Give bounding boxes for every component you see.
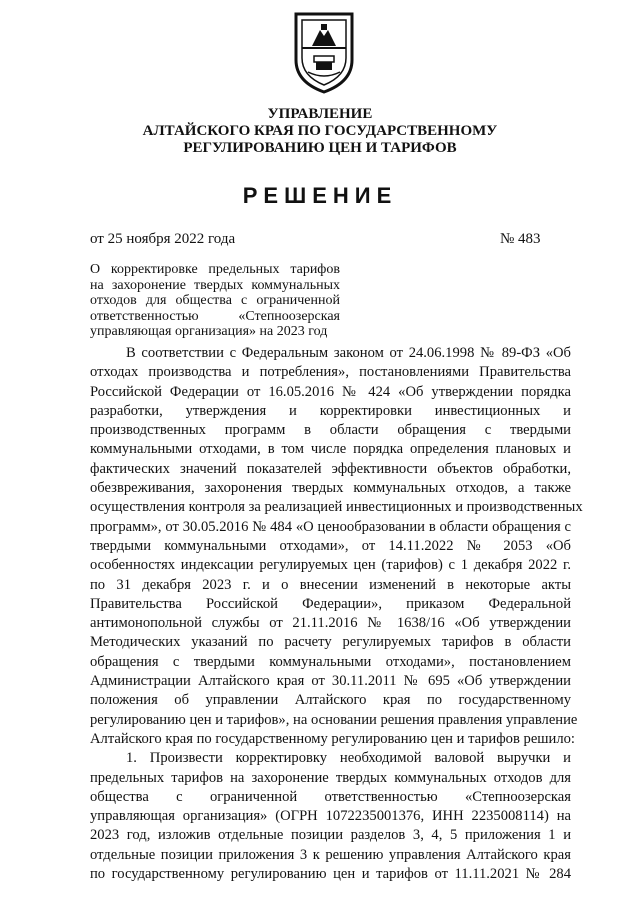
body-line: 1. Произвести корректировку необходимой валовой выручки и: [126, 750, 571, 767]
body-line: отдельные позиции приложения 3 к решению управления Алтайского края: [90, 846, 571, 863]
document-date: от 25 ноября 2022 года: [90, 231, 236, 247]
document-number: № 483: [500, 231, 541, 247]
subject-line: О корректировке предельных тарифов: [90, 262, 340, 277]
body-line: управляющая организация» (ОГРН 1072235001376, ИНН 2235008114) на: [90, 808, 571, 825]
subject-block: [90, 262, 340, 340]
body-line: фактических значений показателей эффективности объектов обработки,: [90, 460, 571, 477]
body-line: Российской Федерации от 16.05.2016 № 424 «Об утверждении порядка: [90, 383, 571, 400]
body-line: отходах производства и потребления», постановлениями Правительства: [90, 364, 571, 381]
body-line: производственных программ в области обращения с твердыми: [90, 422, 571, 439]
body-line: Алтайского края по государственному регулированию цен и тарифов решило:: [90, 730, 575, 747]
body-line: разработки, утверждения и корректировки инвестиционных и: [90, 402, 571, 419]
body-line: обезвреживания, захоронения твердых коммунальных отходов, а также: [90, 480, 571, 497]
body-line: В соответствии с Федеральным законом от 24.06.1998 № 89-ФЗ «Об: [126, 345, 571, 361]
body-line: Администрации Алтайского края от 30.11.2011 № 695 «Об утверждении: [90, 673, 571, 690]
body-line: коммунальными отходами, в том числе порядка определения плановых и: [90, 441, 571, 458]
body-line: Правительства Российской Федерации», приказом Федеральной: [90, 595, 571, 612]
body-line: по государственному регулированию цен и тарифов от 11.11.2021 № 284: [90, 866, 571, 883]
body-line: положения об управлении Алтайского края по государственному: [90, 692, 571, 709]
org-name-line-3: РЕГУЛИРОВАНИЮ ЦЕН И ТАРИФОВ: [183, 140, 457, 156]
document-title: РЕШЕНИЕ: [242, 183, 398, 208]
org-name-line-1: УПРАВЛЕНИЕ: [267, 106, 373, 122]
body-line: регулированию цен и тарифов», на основании решения правления управление: [90, 711, 578, 728]
body-line: программ», от 30.05.2016 № 484 «О ценообразовании в области обращения с: [90, 518, 571, 535]
body-line: общества с ограниченной ответственностью «Степноозерская: [90, 788, 571, 805]
subject-line: управляющая организация» на 2023 год: [90, 324, 328, 339]
body-line: по 31 декабря 2023 г. и о внесении изменений в некоторые акты: [90, 576, 571, 593]
altai-krai-coat-of-arms: [292, 10, 356, 94]
body-line: особенностях индексации регулируемых цен (тарифов) с 1 декабря 2022 г.: [90, 557, 571, 574]
document-body: [90, 344, 583, 884]
body-line: антимонопольной службы от 21.11.2016 № 1638/16 «Об утверждении: [90, 615, 571, 632]
body-line: предельных тарифов на захоронение твердых коммунальных отходов для: [90, 769, 571, 786]
subject-line: на захоронение твердых коммунальных: [90, 277, 340, 293]
body-line: 2023 год, изложив отдельные позиции разделов 3, 4, 5 приложения 1 и: [90, 827, 571, 844]
org-name-line-2: АЛТАЙСКОГО КРАЯ ПО ГОСУДАРСТВЕННОМУ: [142, 123, 498, 139]
body-line: Методических указаний по расчету регулируемых тарифов в области: [90, 634, 571, 651]
subject-line: ответственностью «Степноозерская: [90, 308, 340, 324]
body-line: твердыми коммунальными отходами», от 14.11.2022 № 2053 «Об: [90, 537, 571, 554]
body-line: обращения с твердыми коммунальными отходами», постановлением: [90, 653, 571, 670]
body-line: осуществления контроля за реализацией инвестиционных и производственных: [90, 499, 583, 516]
subject-line: отходов для общества с ограниченной: [90, 293, 340, 308]
